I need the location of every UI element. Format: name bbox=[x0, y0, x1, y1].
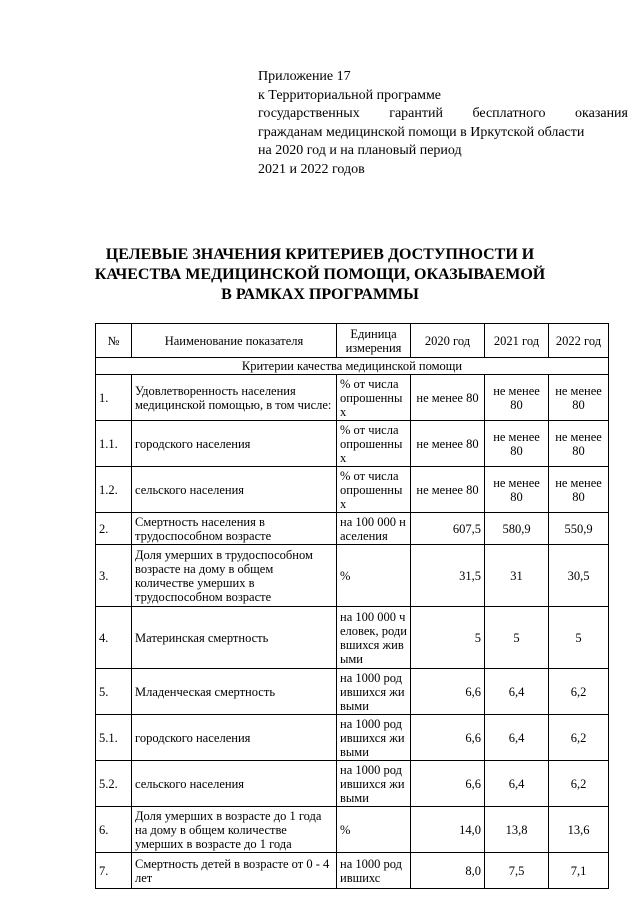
indicator-name: городского населения bbox=[132, 421, 337, 467]
section-row bbox=[96, 358, 609, 375]
annex-line: на 2020 год и на плановый период bbox=[258, 143, 462, 159]
indicator-name: Материнская смертность bbox=[132, 607, 337, 669]
value-2020: 6,6 bbox=[411, 715, 485, 761]
table-header-row bbox=[96, 324, 609, 358]
indicator-name: Удовлетворенность населения медицинской помощью, в том числе: bbox=[132, 375, 337, 421]
value-2020: 8,0 bbox=[411, 853, 485, 889]
unit-of-measure: на 1000 родившихся живыми bbox=[337, 669, 411, 715]
annex-line: государственных гарантий бесплатного оказания bbox=[258, 106, 628, 122]
value-2021: не менее 80 bbox=[485, 375, 549, 421]
indicator-name: Доля умерших в трудоспособном возрасте на дому в общем количестве умерших в трудоспособном возрасте bbox=[132, 545, 337, 607]
value-2022: 6,2 bbox=[549, 669, 609, 715]
unit-of-measure: на 1000 родившихся живыми bbox=[337, 761, 411, 807]
indicator-name: Доля умерших в возрасте до 1 года на дому в общем количестве умерших в возрасте до 1 года bbox=[132, 807, 337, 853]
value-2020: не менее 80 bbox=[411, 421, 485, 467]
value-2022: не менее 80 bbox=[549, 467, 609, 513]
row-number: 1. bbox=[96, 375, 132, 421]
value-2021: не менее 80 bbox=[485, 421, 549, 467]
table-row bbox=[96, 853, 609, 889]
table-row bbox=[96, 421, 609, 467]
value-2022: 7,1 bbox=[549, 853, 609, 889]
unit-of-measure: на 100 000 человек, родившихся живыми bbox=[337, 607, 411, 669]
row-number: 1.1. bbox=[96, 421, 132, 467]
unit-of-measure: % от числа опрошенных bbox=[337, 375, 411, 421]
value-2021: 6,4 bbox=[485, 715, 549, 761]
value-2022: 5 bbox=[549, 607, 609, 669]
header-name: Наименование показателя bbox=[132, 324, 337, 358]
unit-of-measure: % bbox=[337, 545, 411, 607]
table-row bbox=[96, 467, 609, 513]
value-2022: 13,6 bbox=[549, 807, 609, 853]
value-2022: не менее 80 bbox=[549, 375, 609, 421]
indicator-name: сельского населения bbox=[132, 467, 337, 513]
section-title: Критерии качества медицинской помощи bbox=[96, 358, 609, 375]
row-number: 4. bbox=[96, 607, 132, 669]
unit-of-measure: на 1000 родившихся живыми bbox=[337, 715, 411, 761]
row-number: 5. bbox=[96, 669, 132, 715]
header-2021: 2021 год bbox=[485, 324, 549, 358]
value-2021: 7,5 bbox=[485, 853, 549, 889]
table-row bbox=[96, 545, 609, 607]
value-2021: 580,9 bbox=[485, 513, 549, 545]
indicator-name: сельского населения bbox=[132, 761, 337, 807]
indicator-name: городского населения bbox=[132, 715, 337, 761]
document-title: ЦЕЛЕВЫЕ ЗНАЧЕНИЯ КРИТЕРИЕВ ДОСТУПНОСТИ И КАЧЕСТВА МЕДИЦИНСКОЙ ПОМОЩИ, ОКАЗЫВАЕМОЙ В РАМКАХ ПРОГРАММЫ bbox=[94, 246, 546, 303]
value-2020: 14,0 bbox=[411, 807, 485, 853]
value-2021: 6,4 bbox=[485, 761, 549, 807]
row-number: 1.2. bbox=[96, 467, 132, 513]
unit-of-measure: на 100 000 населения bbox=[337, 513, 411, 545]
table-row bbox=[96, 607, 609, 669]
row-number: 3. bbox=[96, 545, 132, 607]
annex-line: к Территориальной программе bbox=[258, 87, 442, 103]
unit-of-measure: на 1000 родившихс bbox=[337, 853, 411, 889]
value-2021: 6,4 bbox=[485, 669, 549, 715]
value-2021: 31 bbox=[485, 545, 549, 607]
row-number: 7. bbox=[96, 853, 132, 889]
header-2022: 2022 год bbox=[549, 324, 609, 358]
header-no: № bbox=[96, 324, 132, 358]
value-2022: 6,2 bbox=[549, 761, 609, 807]
indicator-name: Смертность населения в трудоспособном возрасте bbox=[132, 513, 337, 545]
row-number: 2. bbox=[96, 513, 132, 545]
unit-of-measure: % от числа опрошенных bbox=[337, 467, 411, 513]
table-row bbox=[96, 513, 609, 545]
unit-of-measure: % от числа опрошенных bbox=[337, 421, 411, 467]
annex-header bbox=[258, 68, 628, 180]
table-row bbox=[96, 375, 609, 421]
row-number: 5.2. bbox=[96, 761, 132, 807]
table-row bbox=[96, 807, 609, 853]
annex-line: гражданам медицинской помощи в Иркутской области bbox=[258, 124, 585, 140]
value-2020: 6,6 bbox=[411, 761, 485, 807]
row-number: 6. bbox=[96, 807, 132, 853]
value-2022: 550,9 bbox=[549, 513, 609, 545]
criteria-table bbox=[95, 323, 609, 889]
row-number: 5.1. bbox=[96, 715, 132, 761]
header-2020: 2020 год bbox=[411, 324, 485, 358]
value-2021: 5 bbox=[485, 607, 549, 669]
value-2022: 6,2 bbox=[549, 715, 609, 761]
value-2020: 31,5 bbox=[411, 545, 485, 607]
annex-line: Приложение 17 bbox=[258, 69, 351, 84]
table-row bbox=[96, 669, 609, 715]
value-2020: 607,5 bbox=[411, 513, 485, 545]
header-unit: Единица измерения bbox=[337, 324, 411, 358]
value-2020: не менее 80 bbox=[411, 375, 485, 421]
value-2022: не менее 80 bbox=[549, 421, 609, 467]
value-2020: 5 bbox=[411, 607, 485, 669]
indicator-name: Младенческая смертность bbox=[132, 669, 337, 715]
value-2020: 6,6 bbox=[411, 669, 485, 715]
annex-line: 2021 и 2022 годов bbox=[258, 161, 365, 177]
value-2021: не менее 80 bbox=[485, 467, 549, 513]
indicator-name: Смертность детей в возрасте от 0 - 4 лет bbox=[132, 853, 337, 889]
value-2020: не менее 80 bbox=[411, 467, 485, 513]
table-row bbox=[96, 715, 609, 761]
value-2021: 13,8 bbox=[485, 807, 549, 853]
table-row bbox=[96, 761, 609, 807]
value-2022: 30,5 bbox=[549, 545, 609, 607]
unit-of-measure: % bbox=[337, 807, 411, 853]
